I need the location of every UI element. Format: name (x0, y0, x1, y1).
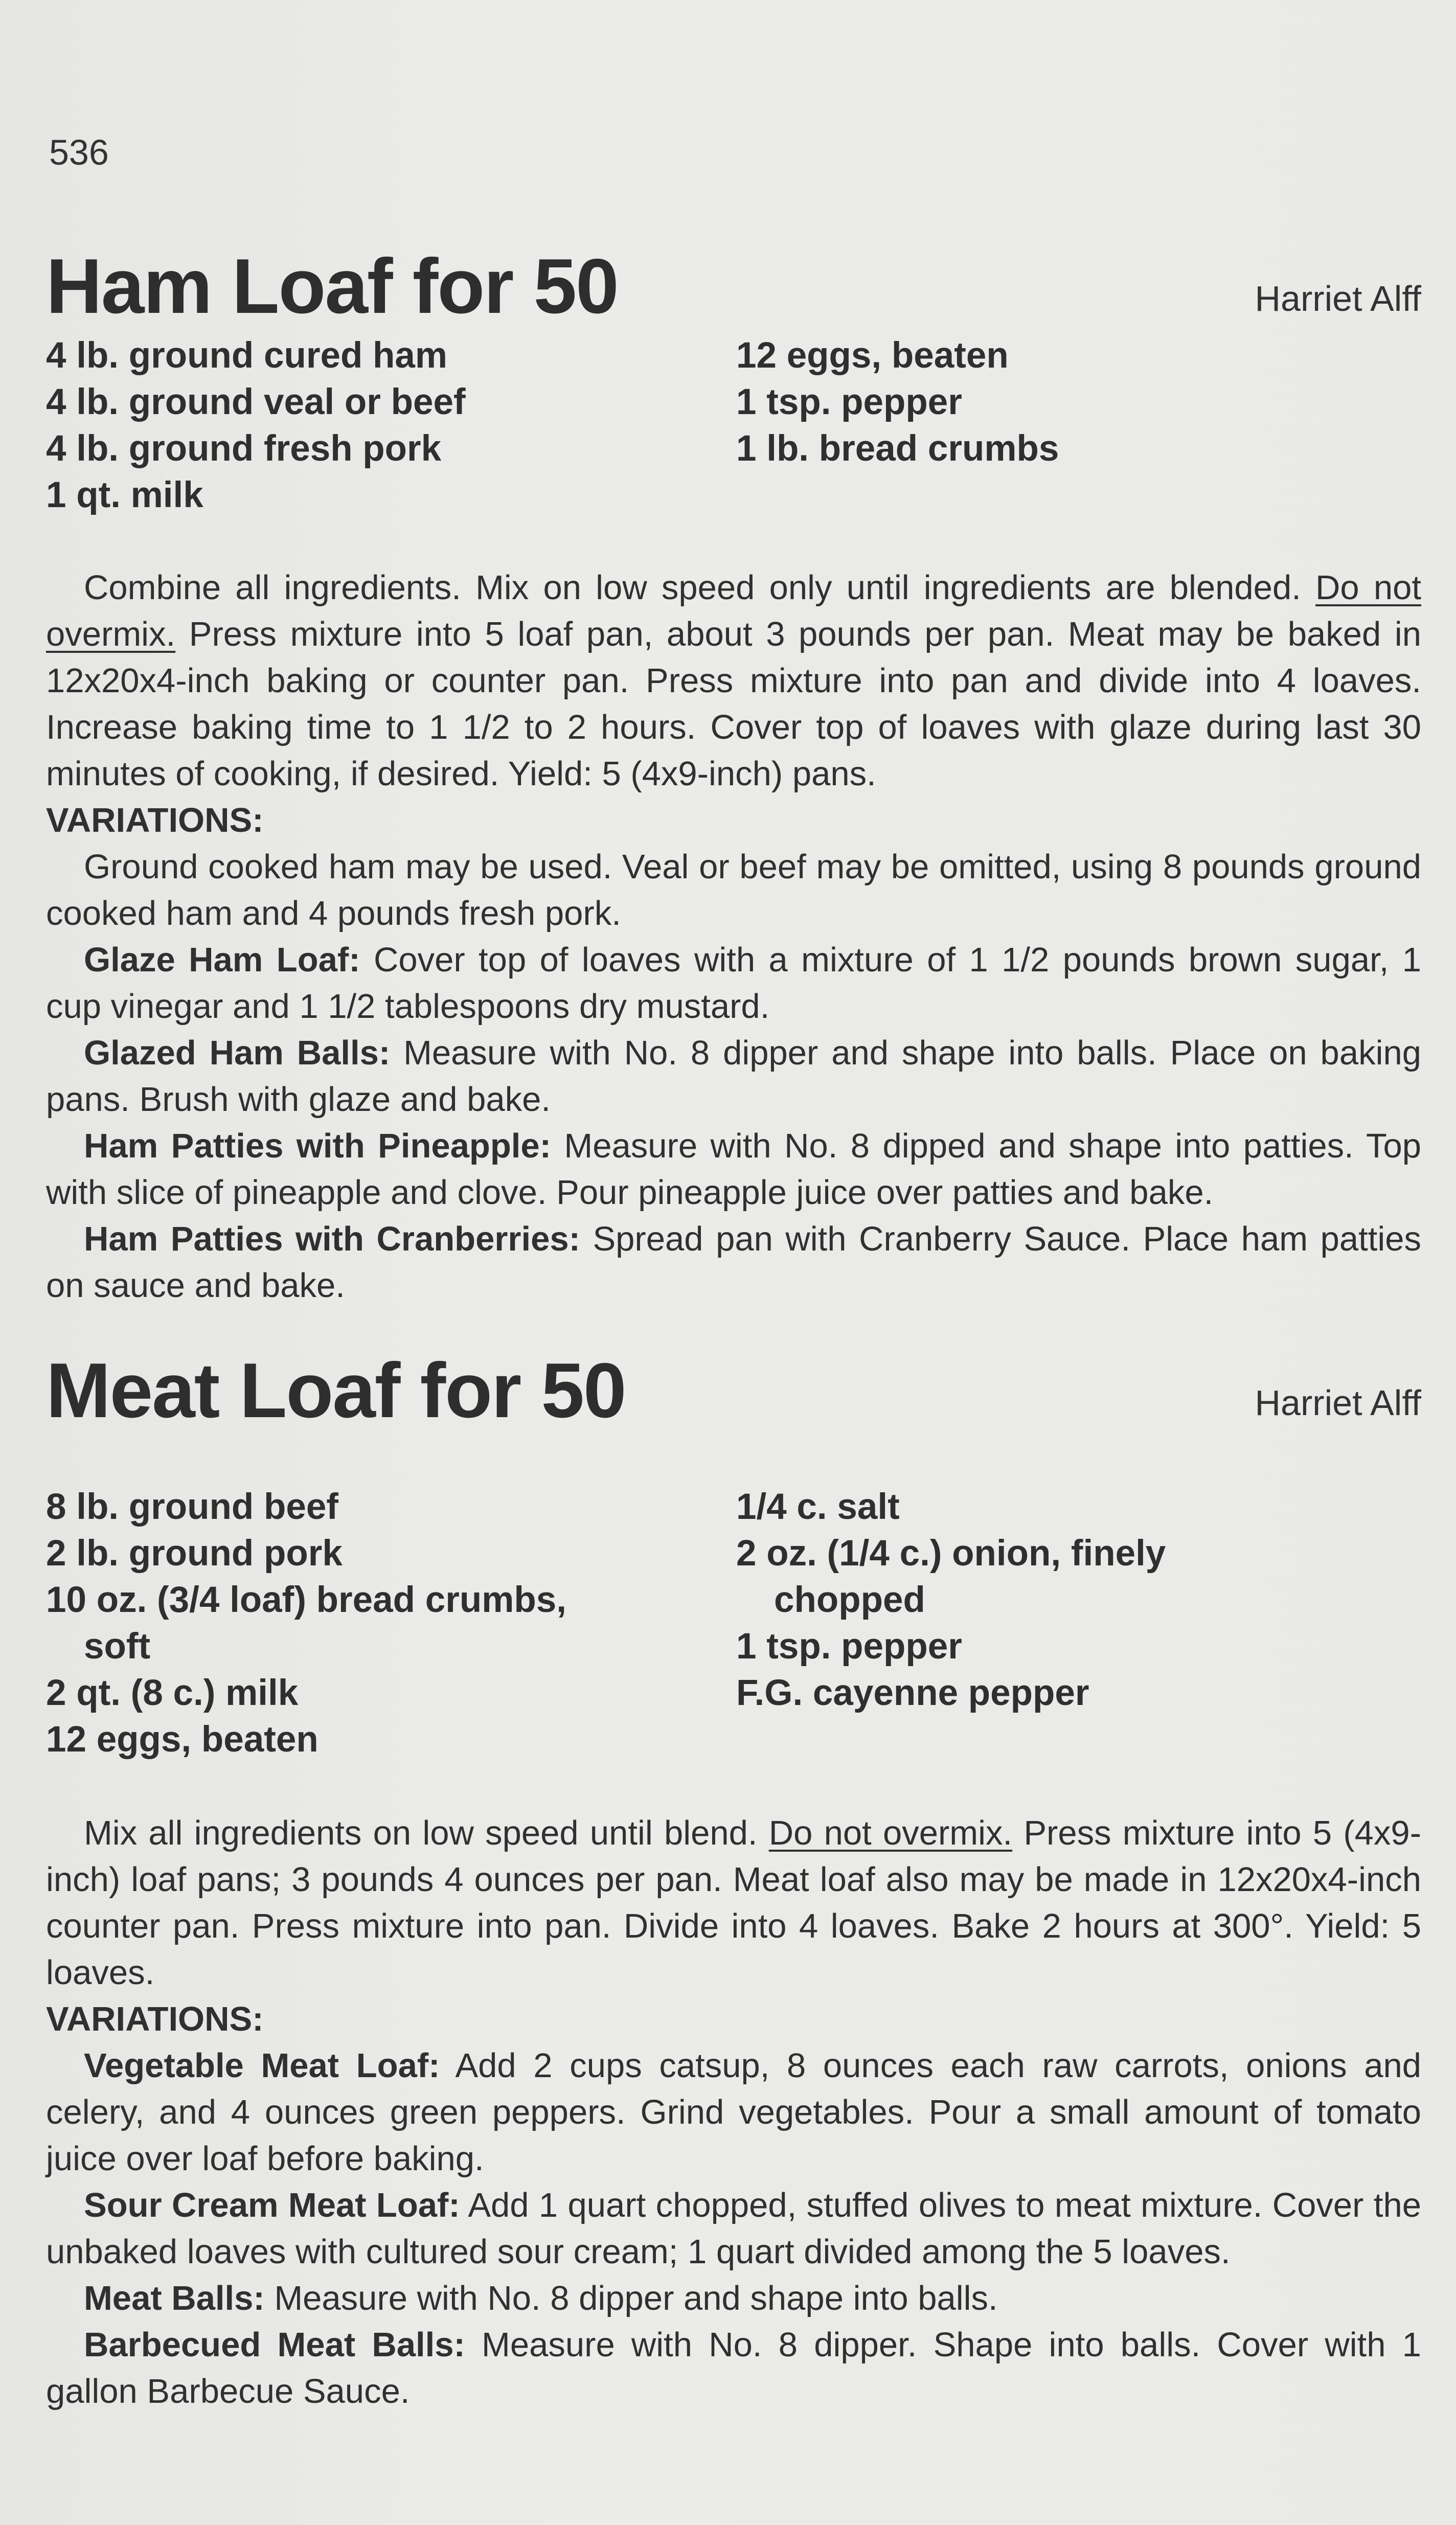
recipe-body (46, 564, 1421, 1309)
ingredients-column-right (736, 332, 1421, 518)
ingredient: 8 lb. ground beef (46, 1487, 338, 1527)
ingredient-continuation: chopped (774, 1580, 925, 1620)
variation-name: Barbecued Meat Balls: (84, 2326, 465, 2364)
variation-paragraph (46, 937, 1421, 1030)
ingredient-continuation: soft (84, 1626, 151, 1667)
variation-paragraph (46, 1216, 1421, 1309)
directions-paragraph (46, 1810, 1421, 1996)
ingredient: 1 tsp. pepper (736, 382, 962, 422)
ingredient: 12 eggs, beaten (736, 335, 1009, 376)
ingredients-column-left (46, 332, 736, 518)
ingredient: 1 qt. milk (46, 475, 203, 515)
ingredient: F.G. cayenne pepper (736, 1673, 1089, 1713)
ingredient: 4 lb. ground cured ham (46, 335, 448, 376)
recipe-title: Meat Loaf for 50 (46, 1347, 626, 1434)
recipe-author: Harriet Alff (1255, 279, 1421, 319)
recipe-body (46, 1810, 1421, 2415)
ingredient: 2 oz. (1/4 c.) onion, finely (736, 1533, 1166, 1574)
variation-name: Sour Cream Meat Loaf: (84, 2186, 460, 2224)
variation-text: Measure with No. 8 dipper and shape into balls. (274, 2279, 998, 2317)
recipe-header (46, 1345, 1421, 1437)
directions-warning: Do not overmix. (768, 1814, 1013, 1852)
variation-paragraph (46, 1123, 1421, 1216)
variation-text: Measure with No. 8 dipper. Shape into balls. Cover with 1 gallon Barbecue Sauce. (46, 2326, 1421, 2410)
variation-paragraph (46, 1030, 1421, 1123)
variation-paragraph (46, 2182, 1421, 2275)
variation-name: Vegetable Meat Loaf: (84, 2046, 440, 2085)
recipe-ham-loaf (46, 240, 1421, 1309)
directions-text: Mix all ingredients on low speed until blend. (84, 1814, 758, 1852)
recipe-meat-loaf (46, 1345, 1421, 2415)
variation-paragraph: Ground cooked ham may be used. Veal or beef may be omitted, using 8 pounds ground cooked ham and 4 pounds fresh pork. (46, 848, 1421, 932)
ingredients-column-right (736, 1484, 1421, 1763)
ingredient: 2 lb. ground pork (46, 1533, 343, 1574)
directions-text: Combine all ingredients. Mix on low speed only until ingredients are blended. (84, 568, 1301, 607)
variation-name: Ham Patties with Cranberries: (84, 1220, 580, 1258)
ingredient: 2 qt. (8 c.) milk (46, 1673, 299, 1713)
variation-paragraph (46, 2275, 1421, 2322)
variation-text: Measure with No. 8 dipper and shape into balls. Place on baking pans. Brush with glaze and bake. (46, 1034, 1421, 1119)
ingredients-column-left (46, 1484, 736, 1763)
page-number: 536 (49, 132, 109, 172)
recipe-header (46, 240, 1421, 332)
variation-text: Spread pan with Cranberry Sauce. Place ham patties on sauce and bake. (46, 1220, 1421, 1305)
variations-heading: VARIATIONS: (46, 2000, 264, 2038)
variation-name: Meat Balls: (84, 2279, 265, 2317)
variation-text: Add 1 quart chopped, stuffed olives to meat mixture. Cover the unbaked loaves with cultured sour cream; 1 quart divided among the 5 loaves. (46, 2186, 1421, 2271)
variation-paragraph (46, 2322, 1421, 2415)
ingredient: 1 tsp. pepper (736, 1626, 962, 1667)
directions-paragraph (46, 564, 1421, 797)
ingredient: 4 lb. ground veal or beef (46, 382, 466, 422)
recipe-author: Harriet Alff (1255, 1383, 1421, 1423)
variation-name: Ham Patties with Pineapple: (84, 1127, 551, 1165)
recipe-title: Ham Loaf for 50 (46, 243, 618, 330)
variation-text: Add 2 cups catsup, 8 ounces each raw carrots, onions and celery, and 4 ounces green peppers. Grind vegetables. Pour a small amount of tomato juice over loaf before baking. (46, 2046, 1421, 2178)
variations-heading: VARIATIONS: (46, 801, 264, 839)
ingredient: 1 lb. bread crumbs (736, 428, 1059, 469)
variation-name: Glaze Ham Loaf: (84, 941, 360, 979)
ingredient: 10 oz. (3/4 loaf) bread crumbs, (46, 1580, 566, 1620)
ingredient: 4 lb. ground fresh pork (46, 428, 442, 469)
ingredients-list (46, 332, 1421, 518)
directions-text: Press mixture into 5 (4x9-inch) loaf pans; 3 pounds 4 ounces per pan. Meat loaf also may be made in 12x20x4-inch counter pan. Press mixture into pan. Divide into 4 loaves. Bake 2 hours at 300°. Yield: 5 loaves. (46, 1814, 1422, 1992)
variation-name: Glazed Ham Balls: (84, 1034, 391, 1072)
ingredients-list (46, 1484, 1421, 1763)
ingredient: 1/4 c. salt (736, 1487, 900, 1527)
ingredient: 12 eggs, beaten (46, 1719, 318, 1760)
variation-paragraph (46, 2042, 1421, 2182)
directions-text: Press mixture into 5 loaf pan, about 3 pounds per pan. Meat may be baked in 12x20x4-inch baking or counter pan. Press mixture into pan and divide into 4 loaves. Increase baking time to 1 1/2 to 2 hours. Cover top of loaves with glaze during last 30 minutes of cooking, if desired. Yield: 5 (4x9-inch) pans. (46, 615, 1421, 793)
variation-text: Measure with No. 8 dipped and shape into patties. Top with slice of pineapple and clove. Pour pineapple juice over patties and bake. (46, 1127, 1421, 1212)
directions-warning: Do not overmix. (46, 568, 1421, 653)
variation-text: Cover top of loaves with a mixture of 1 1/2 pounds brown sugar, 1 cup vinegar and 1 1/2 tablespoons dry mustard. (46, 941, 1421, 1026)
